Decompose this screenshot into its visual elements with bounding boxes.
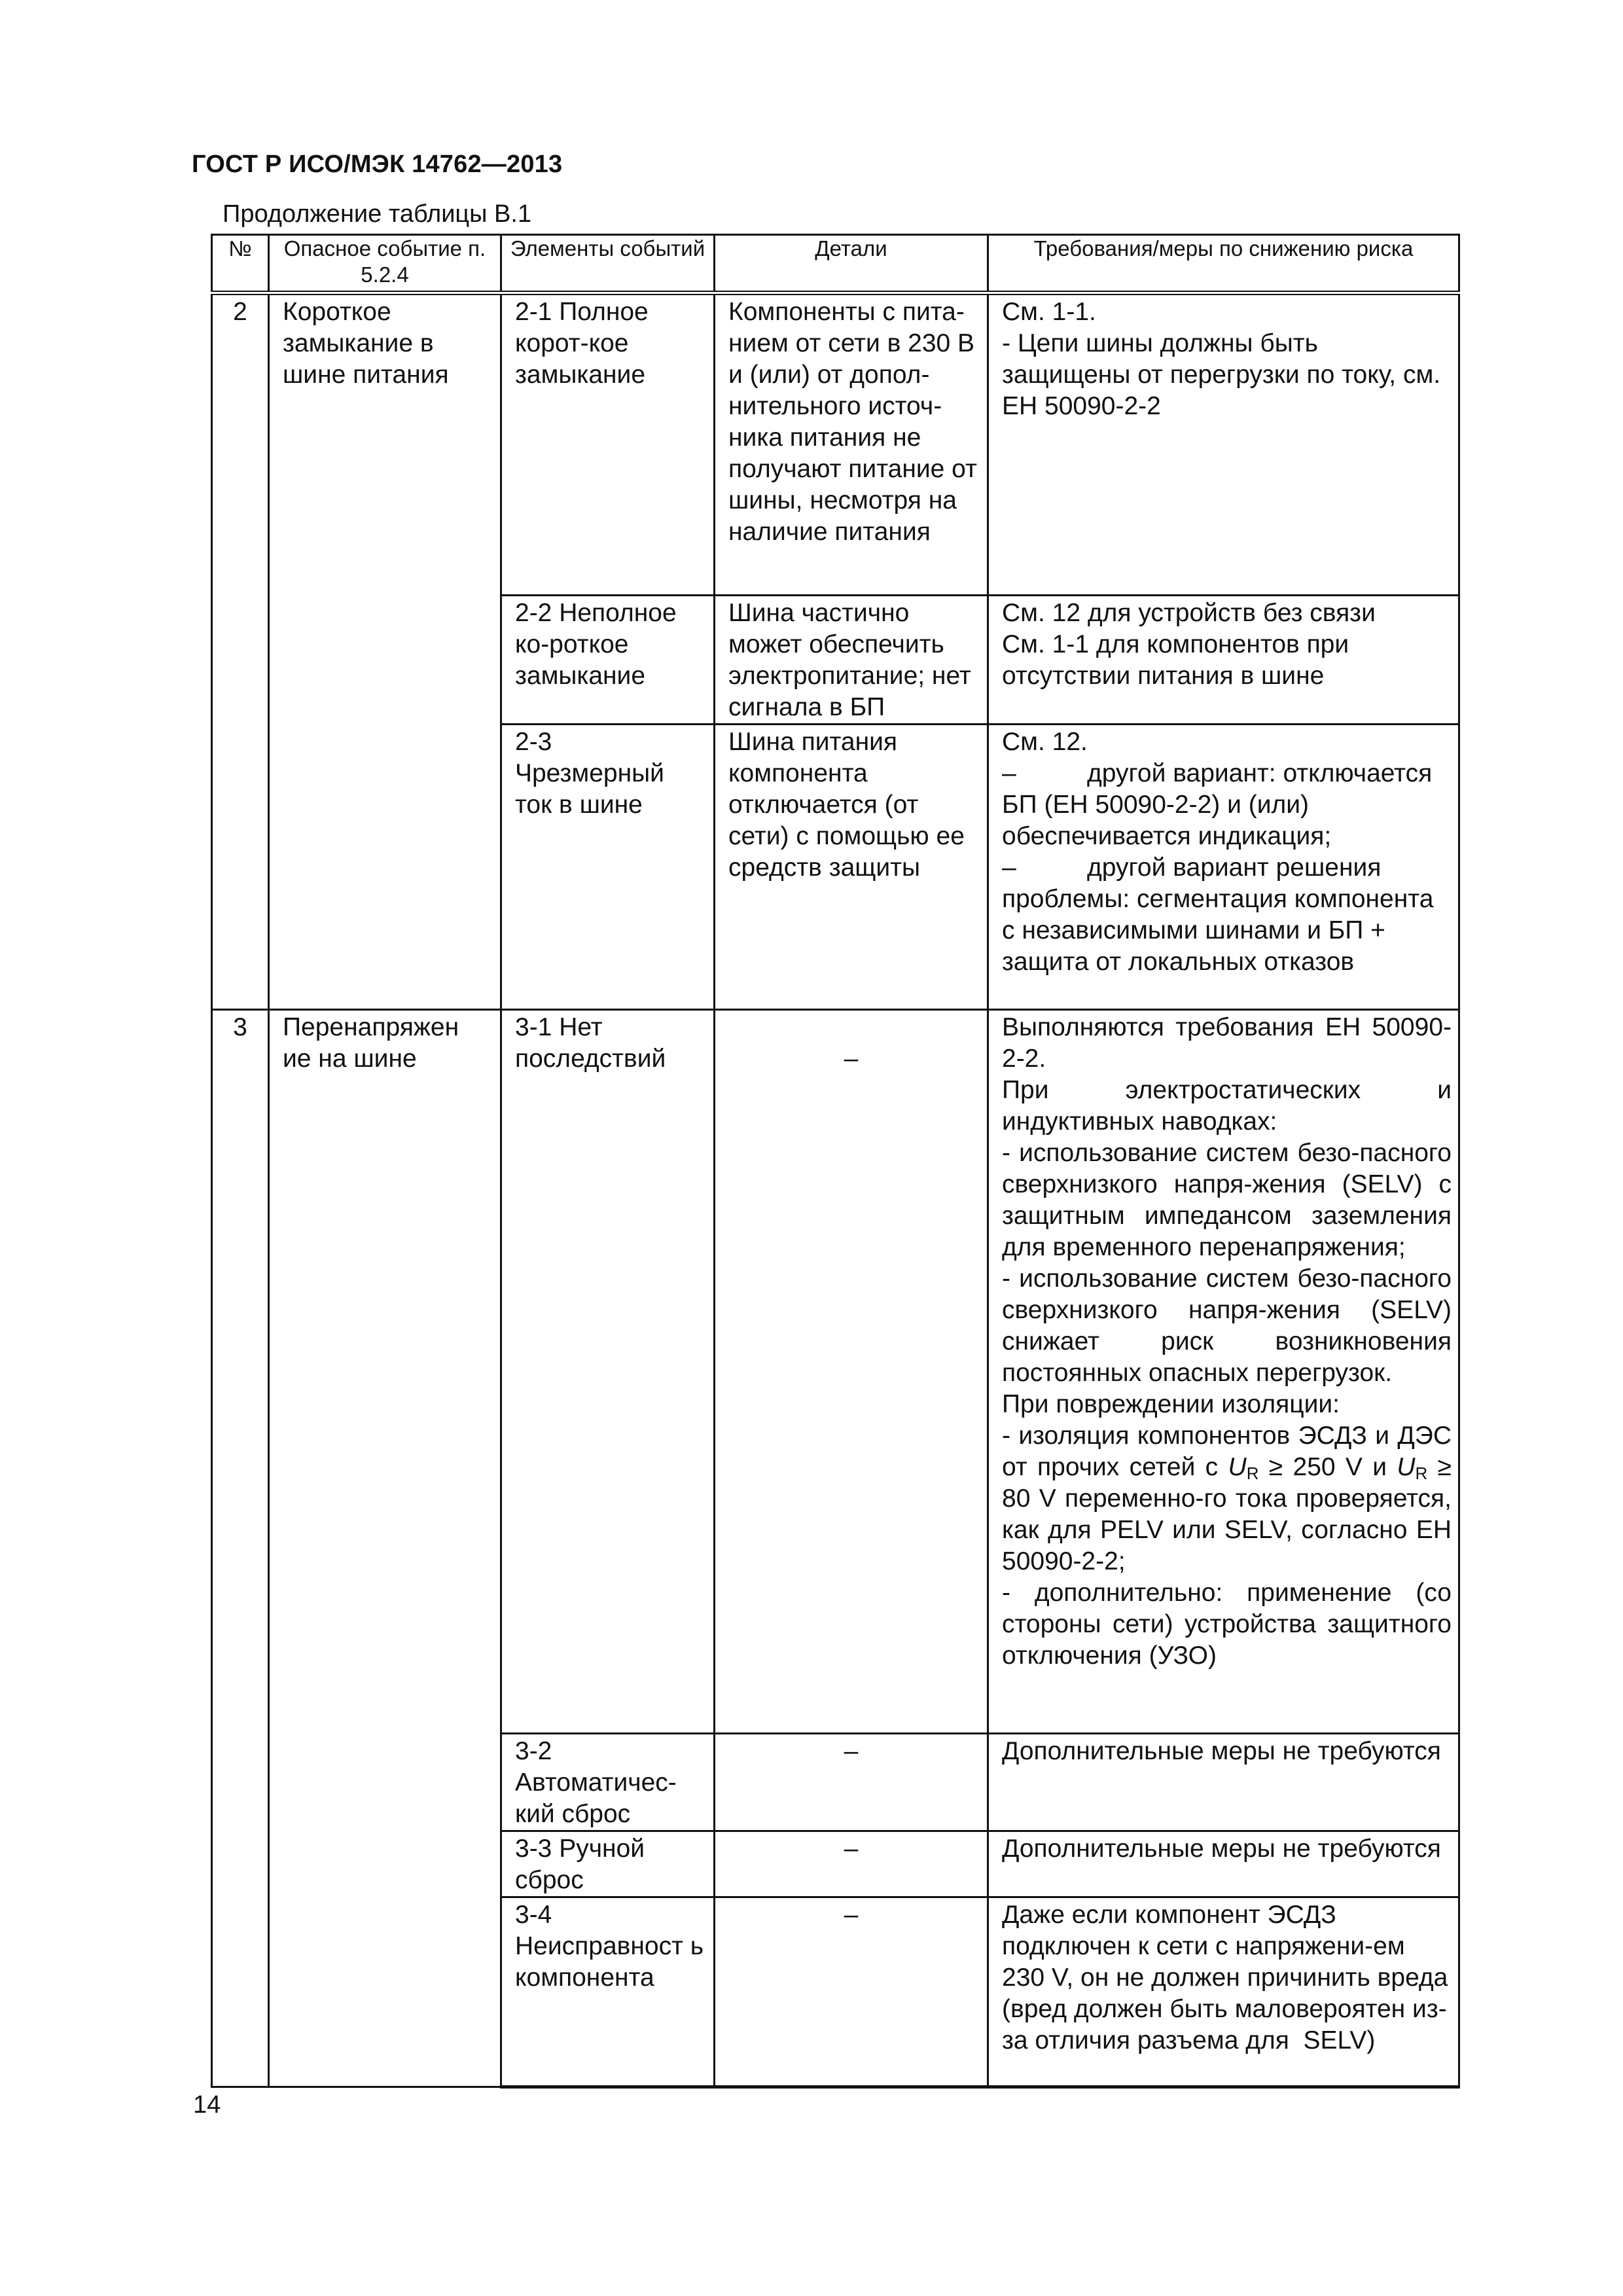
hazard-event: Перенапряжен ие на шине	[269, 1010, 501, 2087]
table-caption: Продолжение таблицы В.1	[223, 200, 532, 228]
event-details: –	[715, 1831, 988, 1897]
requirement-line: При электростатических и индуктивных наводках:	[1002, 1076, 1452, 1136]
page-number: 14	[193, 2091, 221, 2119]
event-element: 3-2 Автоматичес-кий сброс	[501, 1734, 715, 1831]
requirement-line: – другой вариант решения проблемы: сегментация компонента с независимыми шинами и БП + защита от локальных отказов	[1002, 853, 1441, 976]
requirement-line: См. 12 для устройств без связи	[1002, 599, 1376, 627]
requirement-line: Выполняются требования ЕН 50090-2-2.	[1002, 1013, 1452, 1073]
risk-requirements	[988, 1897, 1459, 2087]
voltage-subscript: R	[1415, 1463, 1428, 1483]
risk-requirements	[988, 1010, 1459, 1734]
table-header-row	[212, 235, 1459, 293]
event-element: 2-3 Чрезмерный ток в шине	[501, 725, 715, 1010]
requirement-line: См. 1-1.	[1002, 298, 1096, 326]
event-details: Шина питания компонента отключается (от сети) с помощью ее средств защиты	[715, 725, 988, 1010]
requirement-text: ≥ 80 V переменно-го тока проверяется, как для PELV или SELV, согласно ЕН 50090-2-2;	[1002, 1453, 1452, 1575]
requirement-line: - использование систем безо-пасного сверхнизкого напря-жения (SELV) с защитным импедансом заземления для временного перенапряжения;	[1002, 1139, 1452, 1261]
document-header: ГОСТ Р ИСО/МЭК 14762—2013	[192, 151, 563, 178]
risk-requirements	[988, 1734, 1459, 1831]
event-element: 2-2 Неполное ко-роткое замыкание	[501, 596, 715, 725]
risk-requirements	[988, 1831, 1459, 1897]
requirement-line: - использование систем безо-пасного сверхнизкого напря-жения (SELV) снижает риск возникновения постоянных опасных перегрузок.	[1002, 1265, 1452, 1387]
hazard-event: Короткое замыкание в шине питания	[269, 293, 501, 1010]
event-element: 2-1 Полное корот-кое замыкание	[501, 293, 715, 596]
event-details: Шина частично может обеспечить электропитание; нет сигнала в БП	[715, 596, 988, 725]
risk-requirements	[988, 725, 1459, 1010]
event-details: Компоненты с пита-нием от сети в 230 В и (или) от допол-нительного источ-ника питания не получают питание от шины, несмотря на наличие питания	[715, 293, 988, 596]
risk-requirements	[988, 293, 1459, 596]
event-details: –	[715, 1010, 988, 1734]
requirement-line: Дополнительные меры не требуются	[1002, 1835, 1441, 1863]
event-element: 3-4 Неисправност ь компонента	[501, 1897, 715, 2087]
voltage-symbol: U	[1228, 1453, 1247, 1481]
table-row	[212, 293, 1459, 596]
event-element: 3-3 Ручной сброс	[501, 1831, 715, 1897]
risk-table-grid	[211, 234, 1460, 2089]
column-header-details: Детали	[715, 235, 988, 293]
column-header-event: Опасное событие п. 5.2.4	[269, 235, 501, 293]
requirement-line: – другой вариант: отключается БП (ЕН 50090-2-2) и (или) обеспечивается индикация;	[1002, 759, 1440, 850]
requirement-line: При повреждении изоляции:	[1002, 1390, 1340, 1418]
requirement-line: - дополнительно: применение (со стороны сети) устройства защитного отключения (УЗО)	[1002, 1579, 1452, 1670]
event-element: 3-1 Нет последствий	[501, 1010, 715, 1734]
column-header-elements: Элементы событий	[501, 235, 715, 293]
requirement-line: Даже если компонент ЭСДЗ подключен к сети с напряжени-ем 230 V, он не должен причинить вреда (вред должен быть маловероятен из-за отличия разъема для SELV)	[1002, 1901, 1455, 2054]
row-number: 3	[212, 1010, 269, 2087]
requirement-line: См. 1-1 для компонентов при отсутствии питания в шине	[1002, 630, 1349, 690]
voltage-subscript: R	[1246, 1463, 1259, 1483]
event-details: –	[715, 1734, 988, 1831]
table-row	[212, 1010, 1459, 1734]
column-header-requirements: Требования/меры по снижению риска	[988, 235, 1459, 293]
requirement-line: Дополнительные меры не требуются	[1002, 1737, 1441, 1765]
requirement-text: ≥ 250 V и	[1258, 1453, 1387, 1481]
requirement-text: - изоляция компонентов ЭСДЗ и ДЭС от прочих сетей с	[1002, 1422, 1452, 1481]
event-details: –	[715, 1897, 988, 2087]
column-header-number: №	[212, 235, 269, 293]
risk-table	[211, 234, 1458, 2089]
requirement-line	[1002, 1420, 1452, 1577]
risk-requirements	[988, 596, 1459, 725]
requirement-line: См. 12.	[1002, 728, 1088, 756]
row-number: 2	[212, 293, 269, 1010]
requirement-line: - Цепи шины должны быть защищены от перегрузки по току, см. ЕН 50090-2-2	[1002, 329, 1441, 420]
voltage-symbol: U	[1397, 1453, 1416, 1481]
